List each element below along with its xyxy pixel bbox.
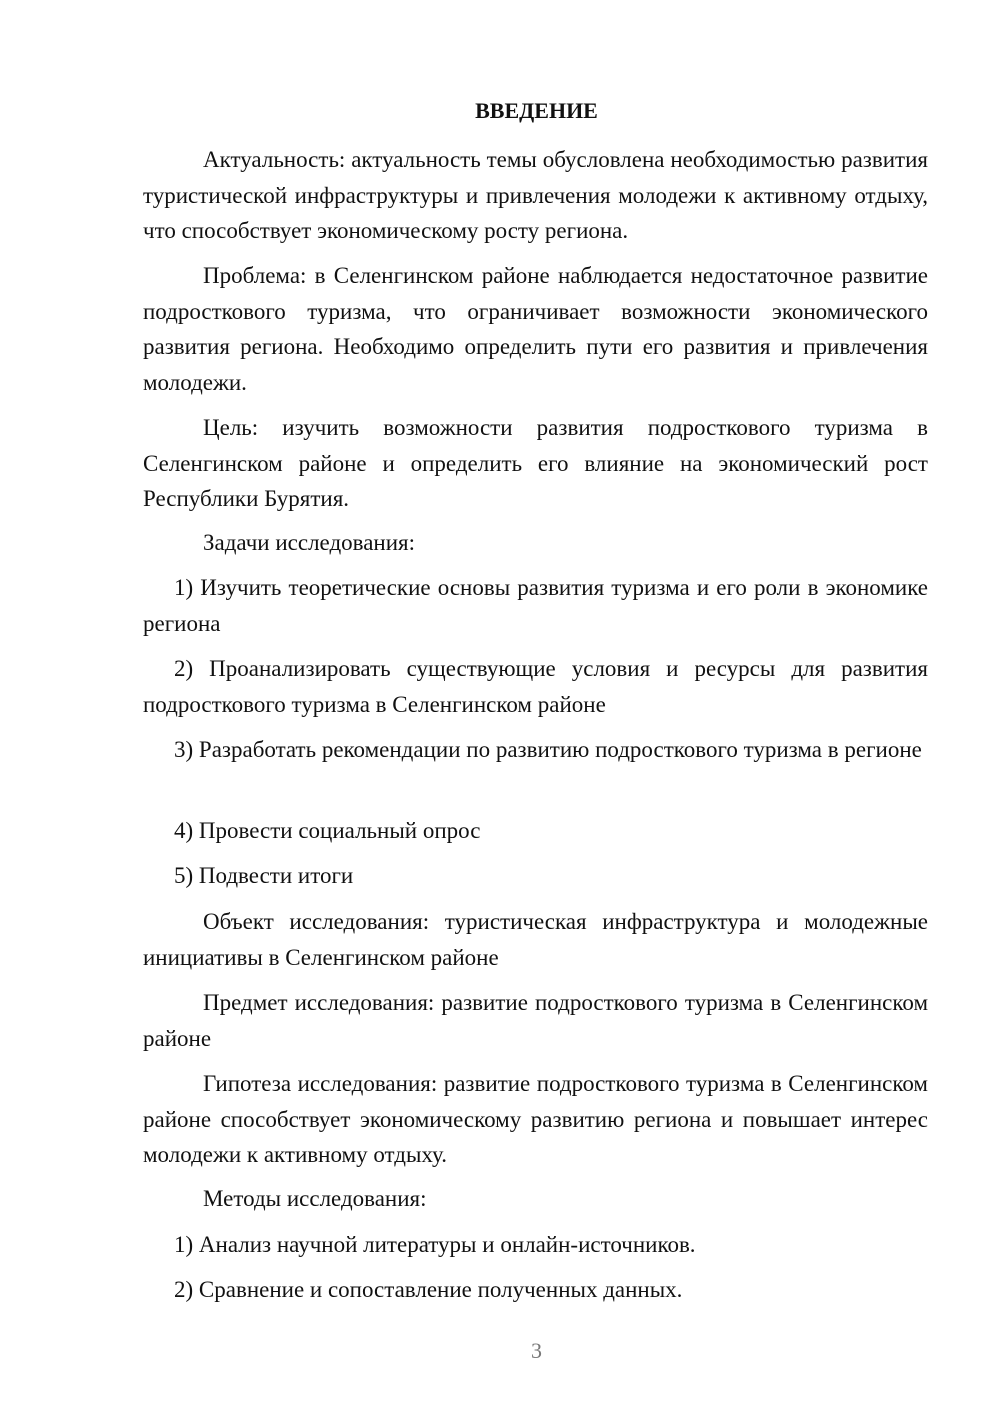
task-item-3: 3) Разработать рекомендации по развитию подросткового туризма в регионе: [174, 737, 922, 762]
relevance-paragraph: Актуальность: актуальность темы обусловлена необходимостью развития туристической инфраструктуры и привлечения молодежи к активному отдыху, что способствует экономическому росту региона.: [143, 147, 928, 243]
task-item-2: 2) Проанализировать существующие условия и ресурсы для развития подросткового туризма в Селенгинском районе: [143, 656, 928, 717]
section-title: ВВЕДЕНИЕ: [475, 98, 598, 123]
problem-paragraph: Проблема: в Селенгинском районе наблюдается недостаточное развитие подросткового туризма, что ограничивает возможности экономического развития региона. Необходимо определить пути его развития и привлечения молодежи.: [143, 263, 928, 395]
subject-paragraph: Предмет исследования: развитие подросткового туризма в Селенгинском районе: [143, 990, 928, 1051]
tasks-heading: Задачи исследования:: [203, 530, 416, 555]
task-item-5: 5) Подвести итоги: [174, 863, 354, 888]
hypothesis-paragraph: Гипотеза исследования: развитие подросткового туризма в Селенгинском районе способствует экономическому развитию региона и повышает интерес молодежи к активному отдыху.: [143, 1071, 928, 1167]
method-item-1: 1) Анализ научной литературы и онлайн-источников.: [174, 1232, 696, 1257]
page-number: 3: [531, 1338, 542, 1363]
goal-paragraph: Цель: изучить возможности развития подросткового туризма в Селенгинском районе и определить его влияние на экономический рост Республики Бурятия.: [143, 415, 928, 511]
object-paragraph: Объект исследования: туристическая инфраструктура и молодежные инициативы в Селенгинском районе: [143, 909, 928, 970]
methods-heading: Методы исследования:: [203, 1186, 427, 1211]
method-item-2: 2) Сравнение и сопоставление полученных данных.: [174, 1277, 683, 1302]
task-item-4: 4) Провести социальный опрос: [174, 818, 481, 843]
task-item-1: 1) Изучить теоретические основы развития туризма и его роли в экономике региона: [143, 575, 928, 636]
